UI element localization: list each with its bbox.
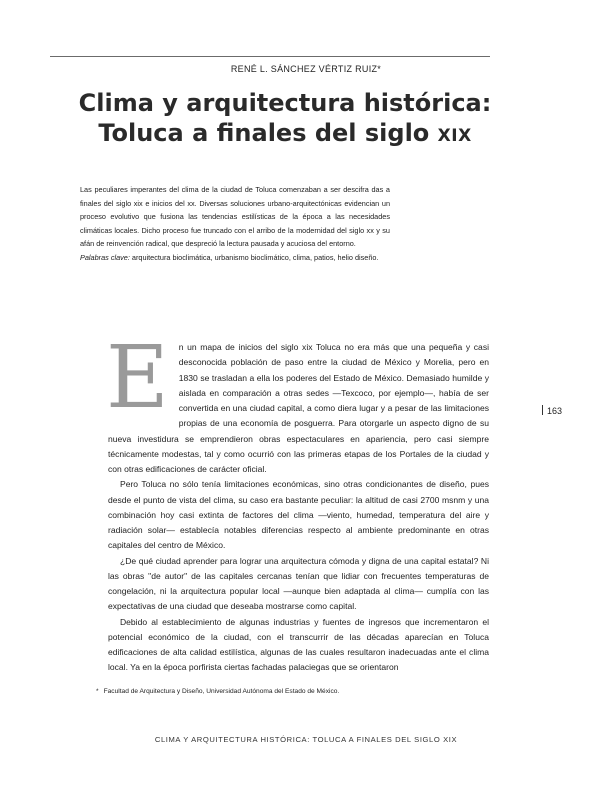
page-number: [542, 405, 562, 416]
title-century: XIX: [437, 126, 472, 146]
page-number-bar: [542, 405, 543, 415]
title-line-2-main: Toluca a finales del siglo: [98, 119, 438, 147]
paragraph-1: [106, 328, 489, 477]
title-line-2: [50, 118, 520, 151]
title-line-1: Clima y arquitectura histórica:: [78, 89, 492, 117]
keywords-label: Palabras clave:: [80, 252, 130, 262]
footnote-text: Facultad de Arquitectura y Diseño, Universidad Autónoma del Estado de México.: [103, 688, 340, 695]
paragraph-3: ¿De qué ciudad aprender para lograr una arquitectura cómoda y digna de una capital estatal? Ni las obras "de autor" de las capitales cercanas tenían que lidiar con frecuentes temperaturas de congelación, ni la arquitectura popular local —aunque bien adaptada al clima— cumplía con las expectativas de una ciudad que deseaba mostrarse como capital.: [108, 555, 489, 612]
page-number-value: 163: [547, 406, 563, 416]
abstract-text: Las peculiares imperantes del clima de la ciudad de Toluca comenzaban a ser descifra das a finales del siglo xix e inicios del xx. Diversas soluciones urbano-arquitectónicas evidencian un proceso evolutivo que fusiona las tendencias estilísticas de la época a las necesidades climáticas locales. Dicho proceso fue truncado con el arribo de la modernidad del siglo xx y su afán de reinvención radical, que despreció la lectura pausada y acuciosa del entorno.: [80, 185, 390, 248]
author-name: RENÉ L. SÁNCHEZ VÉRTIZ RUIZ*: [230, 64, 382, 74]
keywords: [80, 251, 390, 265]
paragraph-4: Debido al establecimiento de algunas industrias y fuentes de ingresos que incrementaron el potencial económico de la ciudad, con el transcurrir de las décadas aparecían en Toluca edificaciones de alta calidad estilística, algunas de las cuales resultaron inadecuadas ante el clima local. Ya en la época porfirista ciertas fachadas palaciegas que se orientaron: [108, 616, 489, 673]
footnote-mark: *: [96, 688, 99, 695]
abstract: [80, 183, 390, 264]
footnote: [96, 688, 496, 695]
header-rule: [50, 56, 490, 57]
paragraph-1-text: n un mapa de inicios del siglo xix Toluca no era más que una pequeña y casi desconocida población de paso entre la ciudad de México y Morelia, pero en 1830 se trasladan a ella los poderes del Estado de México. Demasiado humilde y aislada en comparación a otras sedes —Texcoco, por ejemplo—, había de ser convertida en una ciudad capital, a como diera lugar y a pesar de las limitaciones propias de una economía de posguerra. Para otorgarle un aspecto digno de su nueva investidura se emprendieron obras espectaculares en apariencia, pero casi siempre técnicamente modestas, tal y como ocurrió con las primeras etapas de los Portales de la ciudad y con otras edificaciones de carácter oficial.: [108, 342, 489, 474]
paragraph-2: Pero Toluca no sólo tenía limitaciones económicas, sino otras condicionantes de diseño, pues desde el punto de vista del clima, su caso era bastante peculiar: la altitud de casi 2700 msnm y una combinación hoy casi extinta de factores del clima —viento, humedad, temperatura del aire y radiación solar— establecía notables diferencias respecto al ambiente predominante en otras capitales del centro de México.: [108, 479, 489, 551]
keywords-list: arquitectura bioclimática, urbanismo bioclimático, clima, patios, helio diseño.: [129, 252, 379, 262]
drop-cap: E: [106, 328, 169, 428]
article-body: [106, 328, 489, 676]
running-footer: CLIMA Y ARQUITECTURA HISTÓRICA: TOLUCA A FINALES DEL SIGLO XIX: [154, 735, 458, 744]
article-title: [50, 88, 520, 151]
